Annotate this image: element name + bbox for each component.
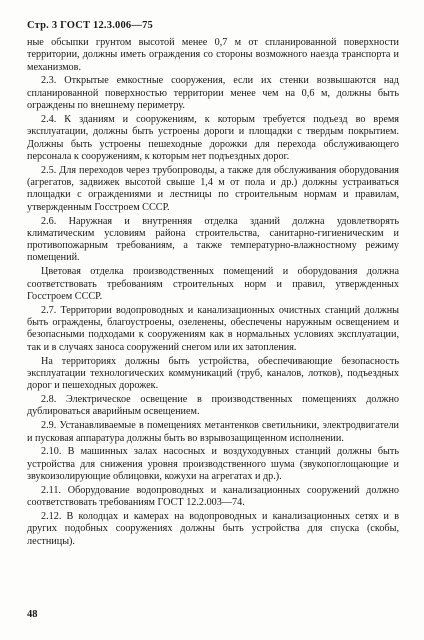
page-number: 48 [27,609,38,620]
paragraph-2-11: 2.11. Оборудование водопроводных и канализационных сооружений должно соответствовать требованиям ГОСТ 12.2.003—74. [27,484,399,509]
paragraph-2-12: 2.12. В колодцах и камерах на водопроводных и канализационных сетях и в других подобных сооружениях должны быть устройства для спуска (скобы, лестницы). [27,511,399,547]
document-page [27,20,399,550]
paragraph-2-9: 2.9. Устанавливаемые в помещениях метантенков светильники, электродвигатели и пусковая аппаратура должны быть во взрывозащищенном исполнении. [27,420,399,444]
paragraph-2-7: 2.7. Территории водопроводных и канализационных очистных станций должны быть ограждены, благоустроены, озеленены, обеспечены наружным освещением и безопасными подходами к сооружениям как в нормальных условиях эксплуатации, так и в случаях заноса сооружений снегом или их затопления. [27,304,399,353]
paragraph-2-5: 2.5. Для переходов через трубопроводы, а также для обслуживания оборудования (агрегатов, задвижек высотой свыше 1,4 м от пола и др.) должны устраиваться площадки с ограждениями и лестницы по строительным нормам и правилам, утвержденным Госстроем СССР. [27,164,399,213]
paragraph-2-8: 2.8. Электрическое освещение в производственных помещениях должно дублироваться аварийным освещением. [27,394,399,418]
paragraph-2-4: 2.4. К зданиям и сооружениям, к которым требуется подъезд во время эксплуатации, должны быть устроены дороги и площадки с твердым покрытием. Должны быть устроены пешеходные дорожки для перехода обслуживающего персонала к сооружениям, к которым нет подъездных дорог. [27,113,399,162]
paragraph-2-10: 2.10. В машинных залах насосных и воздуходувных станций должны быть устройства для снижения уровня производственного шума (звукопоглощающие и звукоизолирующие облицовки, кожухи на агрегатах и др.). [27,446,399,483]
document-body [27,37,399,548]
paragraph-territories: На территориях должны быть устройства, обеспечивающие безопасность эксплуатации технологических коммуникаций (труб, каналов, лотков), подъездных дорог и пешеходных дорожек. [27,355,399,392]
paragraph-color-finish: Цветовая отделка производственных помещений и оборудования должна соответствовать требованиям строительных норм и правил, утвержденных Госстроем СССР. [27,266,399,302]
paragraph-2-6: 2.6. Наружная и внутренняя отделка зданий должна удовлетворять климатическим условиям района строительства, санитарно-гигиеническим и противопожарным требованиям, а также температурно-влажностному режиму помещений. [27,215,399,264]
paragraph-2-3: 2.3. Открытые емкостные сооружения, если их стенки возвышаются над спланированной поверхностью территории менее чем на 0,6 м, должны быть ограждены по внешнему периметру. [27,75,399,112]
page-header: Стр. 3 ГОСТ 12.3.006—75 [27,20,153,31]
paragraph-continuation: ные обсыпки грунтом высотой менее 0,7 м от спланированной поверхности территории, должны иметь ограждения со стороны возможного наезда транспорта и механизмов. [27,37,399,73]
